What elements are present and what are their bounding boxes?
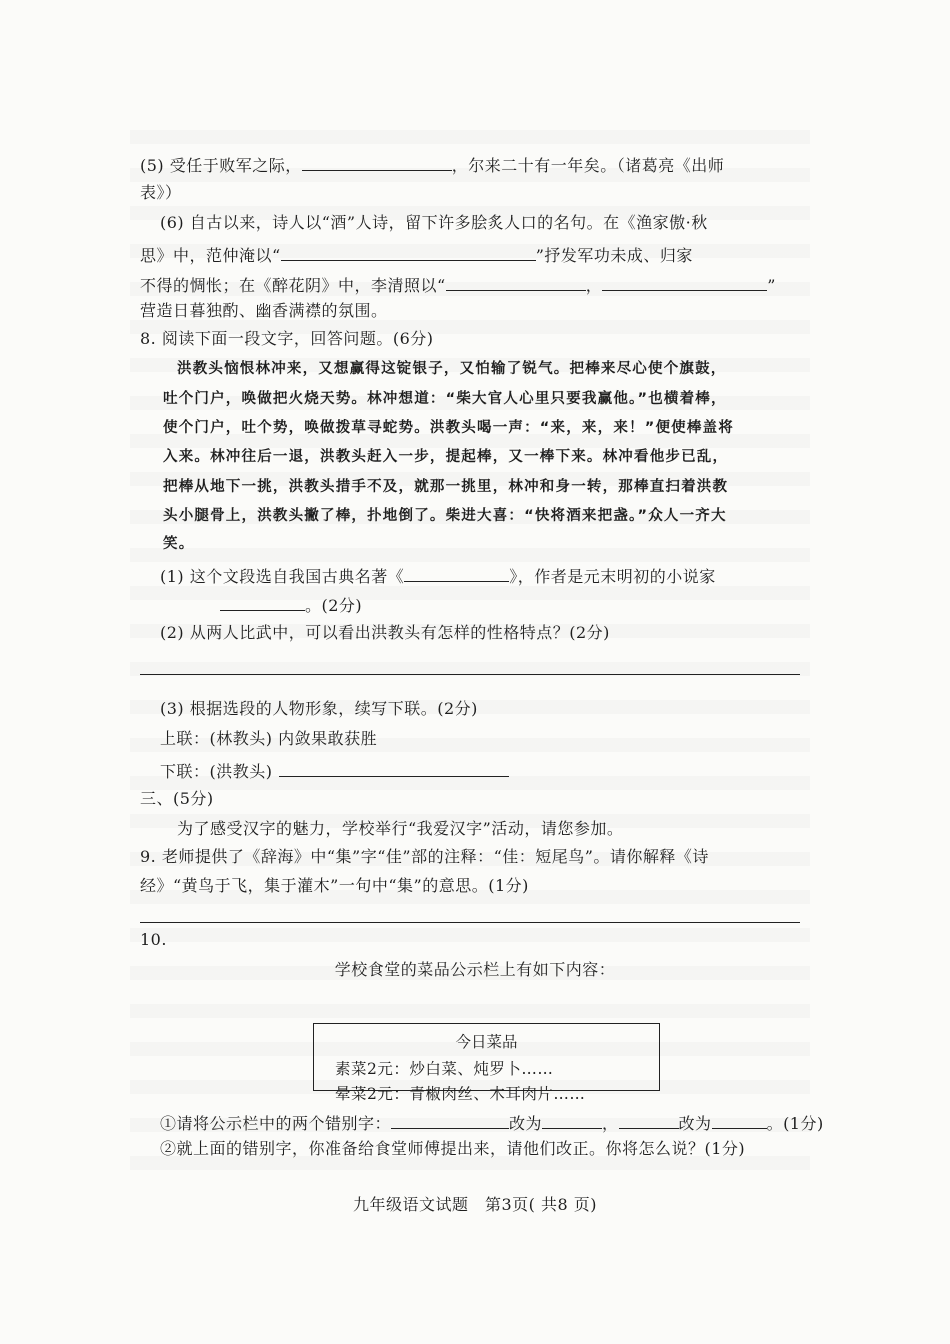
q8-upper-couplet: 上联：(林教头) 内敛果敢获胜 [160,729,378,748]
q10-wrong-char-blank-2[interactable] [619,1110,679,1129]
q8-sub3: (3) 根据选段的人物形象，续写下联。(2分) [160,699,478,718]
q9-line2: 经》“黄鸟于飞，集于灌木”一句中“集”的意思。(1分) [140,876,529,895]
q8-passage-line: 把棒从地下一挑，洪教头措手不及，就那一挑里，林冲和身一转，那棒直扫着洪教 [163,479,729,495]
q8-author-blank[interactable] [220,592,305,611]
q8-heading: 8. 阅读下面一段文字，回答问题。(6分) [140,329,434,348]
q8-sub2: (2) 从两人比武中，可以看出洪教头有怎样的性格特点？(2分) [160,623,610,642]
q7-item5-line2: 表》） [140,183,182,202]
menu-notice-board [313,1023,660,1091]
q7-item6-line3: 不得的惆怅；在《醉花阴》中，李清照以“ ， ” [140,272,776,297]
q8-book-blank[interactable] [404,563,509,582]
q10-sub2: ②就上面的错别字，你准备给食堂师傅提出来，请他们改正。你将怎么说？(1分) [160,1139,746,1158]
page-footer: 九年级语文试题 第3页( 共8 页) [352,1195,598,1214]
q7-item6-blank-a[interactable] [281,242,536,261]
q10-correct-char-blank-1[interactable] [542,1110,602,1129]
q8-sub1-line2: 。(2分) [140,592,362,617]
section3-intro: 为了感受汉字的魅力，学校举行“我爱汉字”活动，请您参加。 [177,819,624,838]
q8-sub1-line1: (1) 这个文段选自我国古典名著《 》，作者是元末明初的小说家 [160,563,716,588]
q7-item6-line4: 营造日暮独酌、幽香满襟的氛围。 [140,301,388,320]
q8-passage-line: 洪教头恼恨林冲来，又想赢得这锭银子，又怕输了锐气。把棒来尽心使个旗鼓， [177,361,727,377]
q10-sub1: ①请将公示栏中的两个错别字： 改为 ， 改为 。(1分) [160,1110,824,1135]
q10-correct-char-blank-2[interactable] [712,1110,767,1129]
q8-passage-line: 使个门户，吐个势，唤做拨草寻蛇势。洪教头喝一声：“来，来，来！”便使棒盖将 [163,420,734,436]
menu-board-line2: 晕菜2元：青椒肉丝、木耳肉片…… [335,1085,586,1103]
q10-number: 10. [140,930,167,949]
section3-heading: 三、(5分) [140,789,214,808]
q8-sub2-answer-line[interactable] [140,674,800,675]
q7-item6-blank-b[interactable] [446,272,586,291]
q9-line1: 9. 老师提供了《辞海》中“集”字“佳”部的注释：“佳：短尾鸟”。请你解释《诗 [140,847,709,866]
q7-item5-blank[interactable] [302,152,452,171]
menu-board-line1: 素菜2元：炒白菜、炖罗卜…… [335,1060,554,1078]
q8-lower-blank[interactable] [279,758,509,777]
q8-passage-line: 笑。 [163,536,195,552]
q7-item6-line1: (6) 自古以来，诗人以“酒”人诗，留下许多脍炙人口的名句。在《渔家傲·秋 [160,213,708,232]
q8-passage-line: 入来。林冲往后一退，洪教头赶入一步，提起棒，又一棒下来。林冲看他步已乱， [163,449,729,465]
menu-board-title: 今日菜品 [455,1033,518,1051]
q8-lower-couplet: 下联：(洪教头) [160,758,509,783]
q7-item6-blank-c[interactable] [602,272,767,291]
q8-passage-line: 头小腿骨上，洪教头撇了棒，扑地倒了。柴进大喜：“快将酒来把盏。”众人一齐大 [163,508,727,524]
q10-intro: 学校食堂的菜品公示栏上有如下内容： [334,960,616,979]
q7-item6-line2: 思》中，范仲淹以“ ”抒发军功未成、归家 [140,242,693,267]
q7-item5-line1: (5) 受任于败军之际， ，尔来二十有一年矣。（诸葛亮《出师 [140,152,724,177]
q8-passage-line: 吐个门户，唤做把火烧天势。林冲想道：“柴大官人心里只要我赢他。”也横着棒， [163,391,727,407]
q9-answer-line[interactable] [140,922,800,923]
q10-wrong-char-blank-1[interactable] [391,1110,509,1129]
